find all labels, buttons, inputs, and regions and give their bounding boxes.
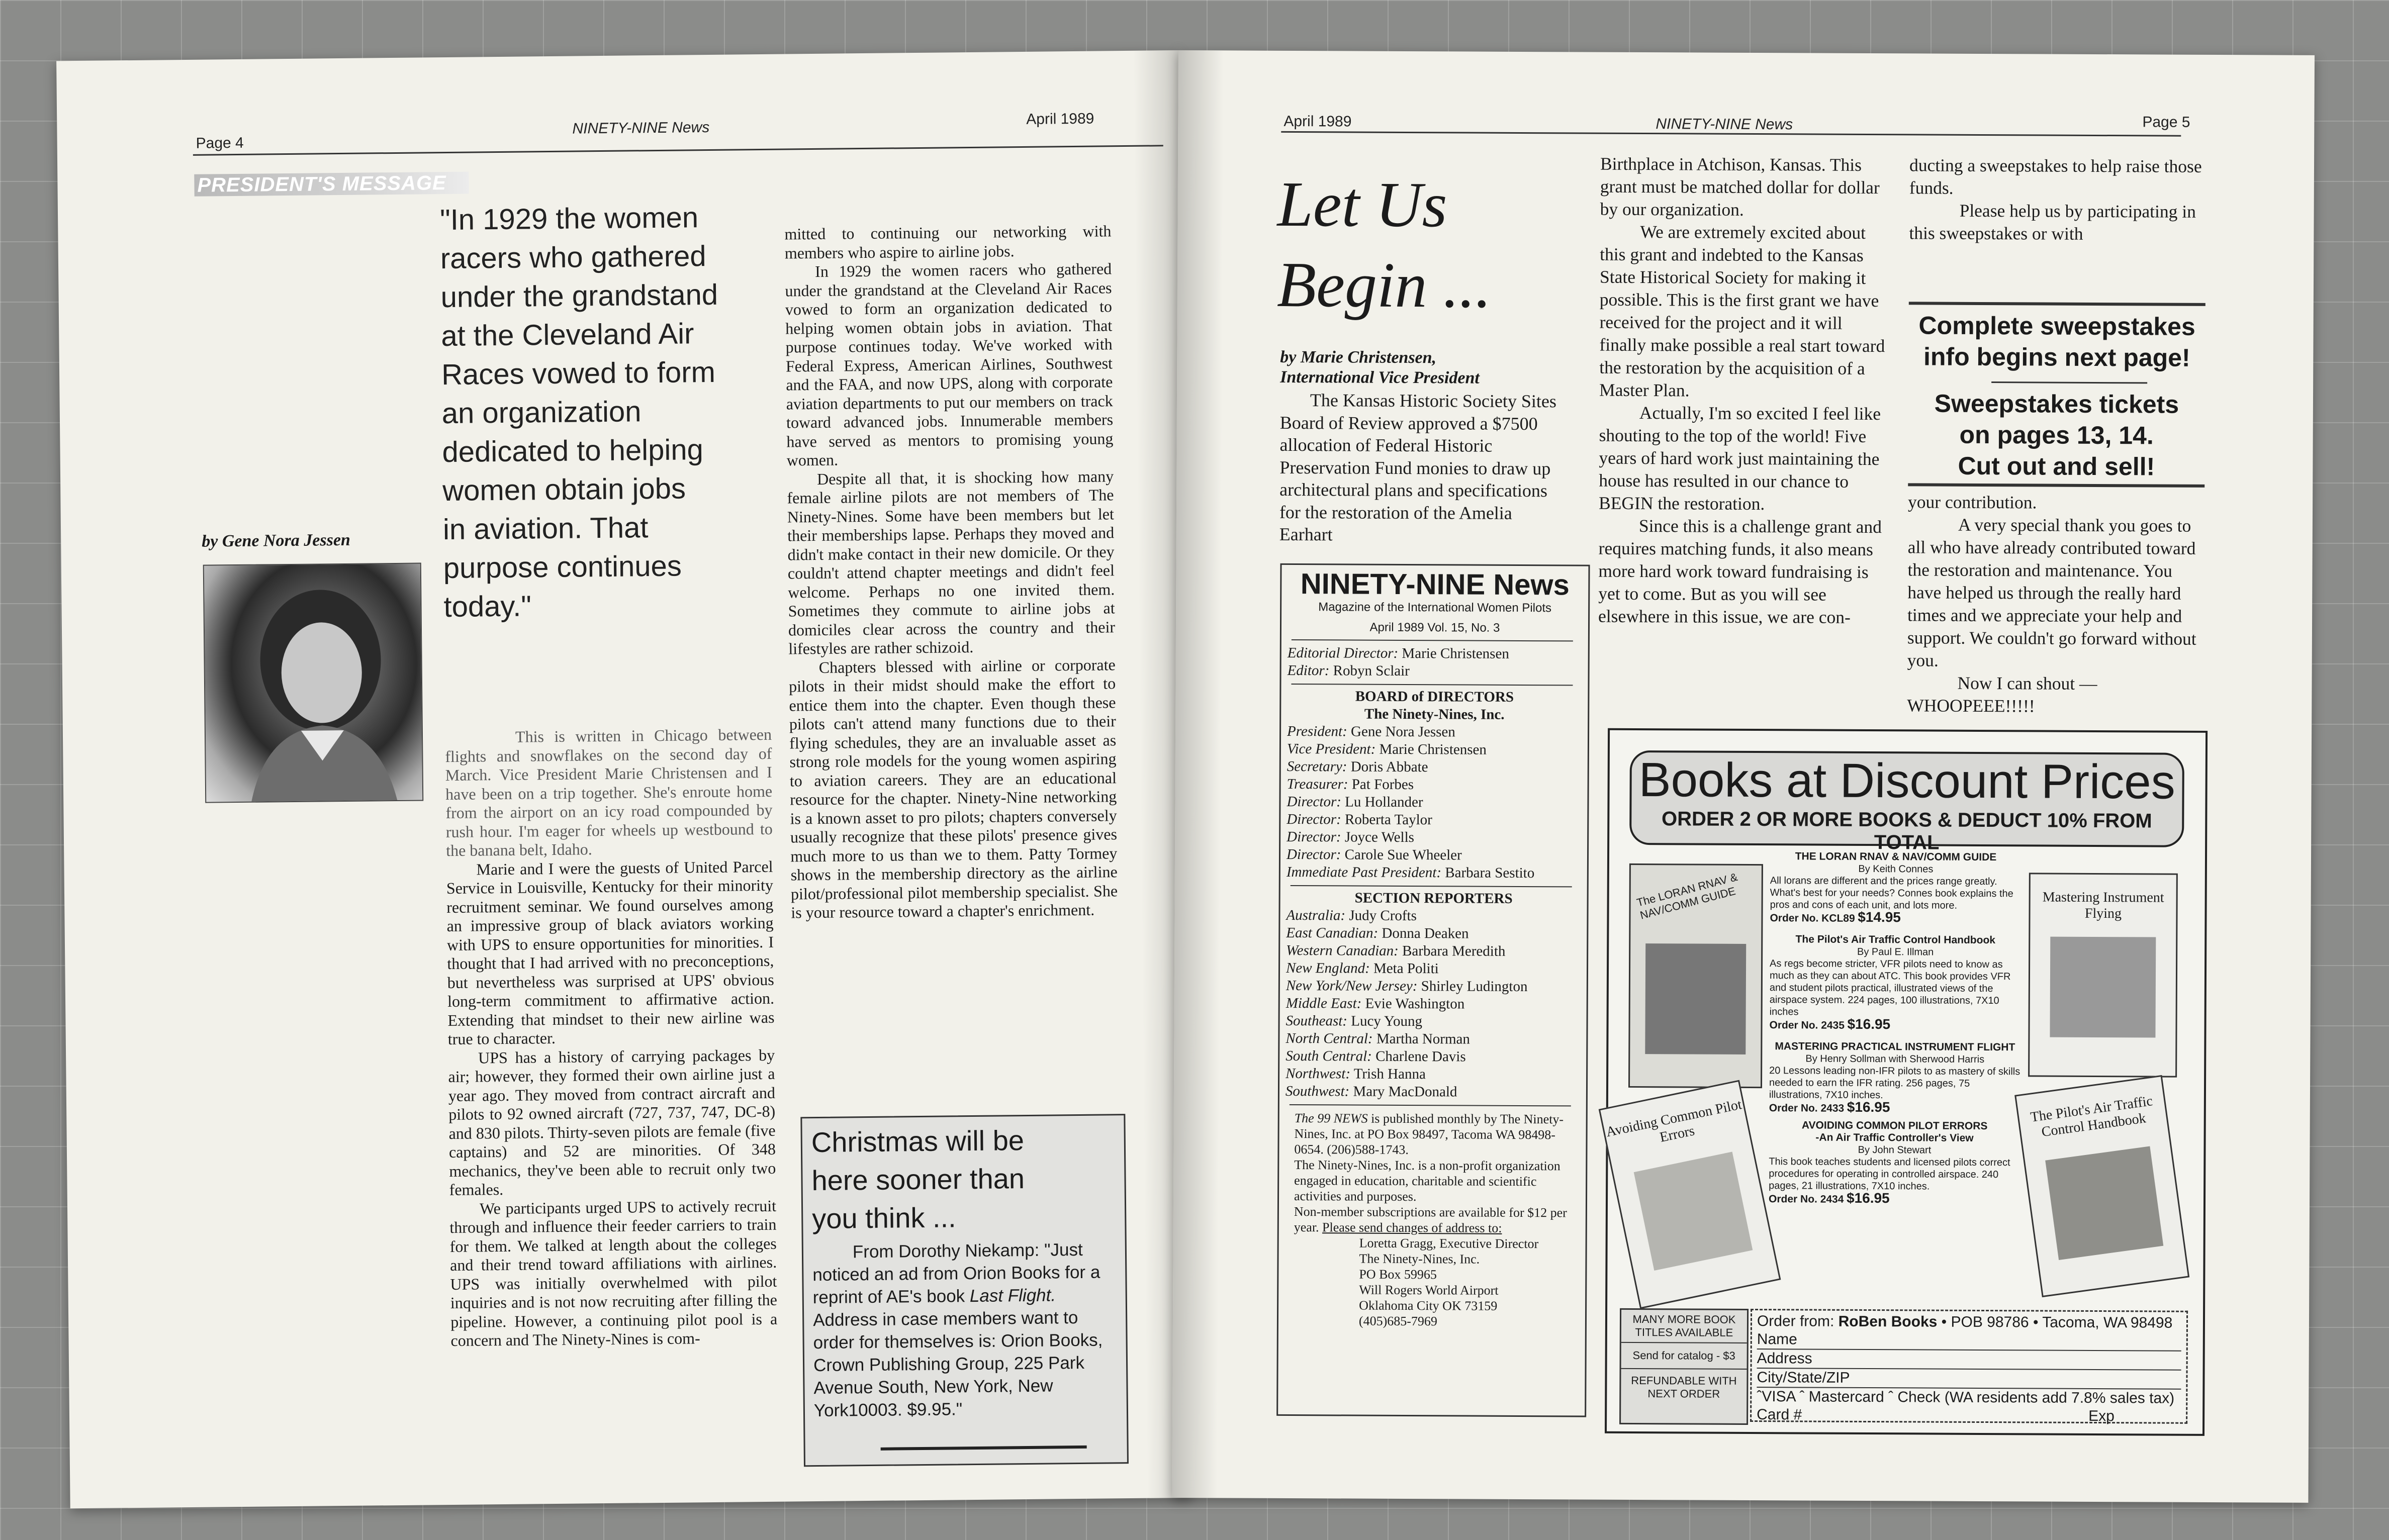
running-header-date: April 1989 <box>1026 110 1094 128</box>
callout-line: on pages 13, 14. <box>1959 420 2154 450</box>
reporter-entry: Northwest: Trish Hanna <box>1285 1065 1426 1083</box>
christmas-box-body <box>803 1235 1127 1422</box>
reporter-entry: Australia: Judy Crofts <box>1286 907 1417 924</box>
board-entry: Director: Lu Hollander <box>1287 793 1423 811</box>
book-cover-title: The LORAN RNAV & NAV/COMM GUIDE <box>1635 870 1739 922</box>
masthead-editors <box>1281 644 1588 681</box>
pub-text: Please send changes of address to: <box>1322 1220 1502 1235</box>
portrait-illustration <box>204 564 422 802</box>
callout-line: Complete sweepstakes <box>1918 311 2195 341</box>
pull-quote-line: under the grandstand <box>440 278 718 314</box>
book-description: All lorans are different and the prices range greatly. What's best for your needs? Connes book explains the pros and cons of each unit, and lots more. <box>1770 875 2013 911</box>
cover-illustration <box>2045 1146 2163 1260</box>
book-description: As regs become stricter, VFR pilots need to know as much as they can about ATC. This book provides VFR and student pilots practical, illustrated views of the airspace system. 224 pages, 100 illustrations, 7X10 inches <box>1769 958 2011 1018</box>
order-number: Order No. KCL89 <box>1770 912 1855 924</box>
board-entry: Director: Roberta Taylor <box>1287 811 1432 828</box>
author-photo <box>203 563 424 803</box>
book-listing <box>1769 850 2022 1206</box>
book-price: $14.95 <box>1858 909 1901 925</box>
article-column-2 <box>1598 153 1892 629</box>
pull-quote <box>440 198 766 626</box>
address-line: PO Box 59965 <box>1359 1267 1437 1282</box>
book-cover-title: Avoiding Common Pilot Errors <box>1604 1097 1743 1145</box>
board-org: The Ninety-Nines, Inc. <box>1364 706 1505 723</box>
byline-line: by Marie Christensen, <box>1280 347 1437 367</box>
book-title: The Pilot's Air Traffic Control Handbook <box>1795 933 1996 946</box>
masthead-rule <box>1290 1104 1571 1106</box>
address-line: The Ninety-Nines, Inc. <box>1359 1251 1480 1267</box>
cover-illustration <box>2050 937 2156 1038</box>
paragraph: Please help us by participating in this sweepstakes or with <box>1909 200 2196 244</box>
pull-quote-line: in aviation. That <box>442 511 649 546</box>
order-from-line: Order from: RoBen Books • POB 98786 • Tacoma, WA 98498 <box>1757 1313 2173 1331</box>
article-column-3-bottom <box>1907 491 2204 718</box>
pull-quote-line: at the Cleveland Air <box>441 317 694 353</box>
reporter-entry: North Central: Martha Norman <box>1285 1030 1470 1047</box>
article-column-1 <box>445 725 778 1351</box>
paragraph: In 1929 the women racers who gathered under the grandstand at the Cleveland Air Races vowed to form an organization dedicated to helping women obtain jobs in aviation. That purpose continues today. We've worked with Federal Express, American Airlines, Southwest and the FAA, and now UPS, along with corporate aviation departments to put our members on track toward advanced jobs. Innumerable members have served as mentors to promising young women. <box>785 259 1114 469</box>
board-heading: BOARD of DIRECTORS <box>1355 688 1514 705</box>
sweepstakes-callout-2 <box>1908 388 2205 483</box>
address-block <box>1294 1235 1578 1329</box>
reporters-heading: SECTION REPORTERS <box>1354 890 1513 907</box>
book-ad <box>1605 728 2208 1436</box>
paragraph: Now I can shout — <box>1957 672 2097 694</box>
ad-header <box>1629 750 2184 854</box>
sweepstakes-callout-1 <box>1908 310 2206 373</box>
pub-text: The Ninety-Nines, Inc. is a non-profit organization engaged in education, charitable and scientific activities and purposes. <box>1294 1158 1560 1204</box>
byline <box>1280 347 1480 389</box>
running-header-date: April 1989 <box>1283 113 1352 130</box>
left-page <box>56 50 1192 1508</box>
person-name: Marie Christensen <box>1398 645 1509 662</box>
order-form <box>1750 1309 2188 1424</box>
paragraph: The Kansas Historic Society Sites Board of Review approved a $7500 allocation of Federal Historic Preservation Fund monies to draw up architectural plans and specifications for the restoration of the Amelia Earhart <box>1279 390 1556 545</box>
pull-quote-line: Races vowed to form <box>441 355 716 392</box>
reporter-entry: Middle East: Evie Washington <box>1285 995 1465 1012</box>
reporter-entry: South Central: Charlene Davis <box>1285 1047 1466 1065</box>
paragraph: A very special thank you goes to all who have already contributed toward the restoration and maintenance. You have helped us through the really hard times and we appreciate your help and support. We couldn't go forward without you. <box>1907 514 2196 670</box>
paragraph: Actually, I'm so excited I feel like shouting to the top of the world! Five years of hard work just maintaining the house has resulted in our chance to BEGIN the restoration. <box>1598 403 1881 514</box>
order-number: Order No. 2433 <box>1769 1102 1845 1114</box>
paragraph: We are extremely excited about this grant and indebted to the Kansas State Historical Society for making it possible. This is the first grant we have received for the project and it will finally make possible a real start toward the restoration by the acquisition of a Master Plan. <box>1599 222 1885 401</box>
address-line: (405)685-7969 <box>1358 1313 1438 1329</box>
address-line: Oklahoma City OK 73159 <box>1359 1298 1498 1313</box>
book-author: By Paul E. Illman <box>1857 946 1934 958</box>
book-author: -An Air Traffic Controller's View <box>1815 1131 1974 1144</box>
paragraph: Despite all that, it is shocking how many female airline pilots are not members of The Ninety-Nines. Some have been members but let their memberships lapse. Perhaps they moved and didn't make contact in their new domicile. Or they couldn't attend chapter meetings and didn't feel welcome. Perhaps no one invited them. Sometimes they commute to airline jobs at domiciles clear across the country and their lifestyles are rather schizoid. <box>787 466 1116 658</box>
book-cover-title: Mastering Instrument Flying <box>2042 889 2164 922</box>
catalog-line: MANY MORE BOOK TITLES AVAILABLE <box>1621 1310 1747 1343</box>
board-entry: Director: Carole Sue Wheeler <box>1286 846 1462 863</box>
reporters-list <box>1279 907 1587 1102</box>
catalog-box <box>1619 1308 1749 1425</box>
book-description: This book teaches students and licensed pilots correct procedures for operating in controlled airspace. 240 pages, 21 illustrations, 7X10 inches. <box>1769 1156 2010 1192</box>
book-title: MASTERING PRACTICAL INSTRUMENT FLIGHT <box>1775 1040 2015 1053</box>
book-description: 20 Lessons leading non-IFR pilots to as mastery of skills needed to earn the IFR rating. 256 pages, 75 illustrations, 7X10 inches. <box>1769 1065 2020 1101</box>
paragraph: We participants urged UPS to actively recruit through and influence their feeder carriers to train for them. We talked at length about the colleges and their trend toward affiliations with airlines. UPS was initially overwhelmed with pilot inquiries and is not now recruiting after filling the pipeline. However, a continuing pilot pool is a concern and The Ninety-Nines is com- <box>449 1196 778 1350</box>
book-price: $16.95 <box>1847 1016 1891 1032</box>
page-number: Page 5 <box>2142 114 2190 131</box>
person-name: Robyn Sclair <box>1329 662 1410 680</box>
running-header-title: NINETY-NINE News <box>572 119 710 137</box>
role-label: Editorial Director: <box>1287 644 1399 661</box>
pull-quote-line: an organization <box>441 395 641 430</box>
publication-info <box>1278 1108 1586 1330</box>
book-author: By Keith Connes <box>1858 863 1934 875</box>
book-price: $16.95 <box>1846 1190 1890 1206</box>
paragraph: your contribution. <box>1908 492 2037 513</box>
pub-name: The 99 NEWS <box>1294 1111 1368 1126</box>
christmas-box <box>800 1114 1129 1467</box>
body-text: From Dorothy Niekamp: "Just noticed an ad from Orion Books for a reprint of AE's book <box>812 1239 1100 1308</box>
pull-quote-line: women obtain jobs <box>442 472 686 508</box>
board-entry: Vice President: Marie Christensen <box>1287 740 1487 758</box>
right-page <box>1172 50 2315 1503</box>
book-author: By John Stewart <box>1858 1144 1932 1156</box>
masthead-box <box>1276 563 1590 1417</box>
byline-line: International Vice President <box>1280 367 1480 388</box>
callout-line: Cut out and sell! <box>1958 451 2155 481</box>
article-column-1 <box>1279 389 1567 547</box>
page-gutter-shadow <box>1172 50 1224 1498</box>
pub-text: is published monthly by The Ninety-Nines, Inc. at PO Box 98497, Tacoma WA 98498-0654. (206)588-1743. <box>1294 1111 1564 1158</box>
ad-title: Books at Discount Prices <box>1638 753 2175 809</box>
masthead-subtitle: Magazine of the International Women Pilots <box>1318 600 1552 615</box>
paragraph: mitted to continuing our networking with members who aspire to airline jobs. <box>784 222 1112 262</box>
catalog-line: Send for catalog - $3 <box>1621 1343 1747 1370</box>
book-title: Last Flight. <box>969 1285 1056 1306</box>
expiry-field[interactable]: Exp <box>2088 1407 2115 1425</box>
card-line <box>1757 1406 2181 1426</box>
title-line: here sooner than <box>811 1163 1025 1197</box>
title-line: Begin ... <box>1276 248 1492 321</box>
reporter-entry: Western Canadian: Barbara Meredith <box>1286 942 1506 959</box>
article-title <box>1277 164 1492 326</box>
byline: by Gene Nora Jessen <box>202 530 351 551</box>
book-author: By Henry Sollman with Sherwood Harris <box>1805 1053 1985 1066</box>
pull-quote-line: purpose continues <box>443 549 682 585</box>
sweepstakes-rule <box>1909 302 2206 306</box>
body-text: Address in case members want to order for themselves is: Orion Books, Crown Publishing Group, 225 Park Avenue South, New York, New York10003. $9.95." <box>813 1308 1103 1421</box>
reporter-entry: New York/New Jersey: Shirley Ludington <box>1285 977 1528 995</box>
christmas-box-title <box>802 1115 1125 1238</box>
book-cover-loran <box>1628 863 1763 1088</box>
title-line: you think ... <box>811 1201 956 1235</box>
reporter-entry: Southwest: Mary MacDonald <box>1285 1083 1457 1100</box>
payment-options[interactable]: ˆVISA ˆ Mastercard ˆ Check (WA residents add 7.8% sales tax) <box>1757 1388 2175 1407</box>
board-entry: President: Gene Nora Jessen <box>1287 723 1455 740</box>
address-field[interactable]: Address <box>1757 1350 2181 1371</box>
board-entry: Immediate Past President: Barbara Sestito <box>1286 863 1535 882</box>
paragraph: This is written in Chicago between flights and snowflakes on the second day of March. Vice President Marie Christensen and I have been on a trip together. She's enroute home from the airport on an icy road compounded by rush hour. I'm eager for wheels up westbound to the banana belt, Idaho. <box>445 725 773 860</box>
article-column-3-top <box>1909 154 2206 246</box>
ad-subtitle: ORDER 2 OR MORE BOOKS & DEDUCT 10% FROM TOTAL <box>1661 808 2152 854</box>
masthead-rule <box>1292 639 1573 641</box>
board-list <box>1280 723 1588 883</box>
sweepstakes-rule <box>1908 483 2204 488</box>
paragraph: UPS has a history of carrying packages by air; however, they formed their own airline just a year ago. They moved from contract aircraft and pilots to 92 owned aircraft (727, 737, 747, DC-8) and 830 pilots. Thirty-seven pilots are female (five captains) and 52 are minorities. Of 348 mechanics, they've been able to recruit only two females. <box>448 1045 776 1199</box>
cover-illustration <box>1634 1151 1753 1271</box>
callout-line: Sweepstakes tickets <box>1934 389 2179 419</box>
section-banner: PRESIDENT'S MESSAGE <box>194 172 469 197</box>
page-number: Page 4 <box>196 134 244 152</box>
running-header-title: NINETY-NINE News <box>1656 116 1793 133</box>
catalog-line: REFUNDABLE WITH NEXT ORDER <box>1631 1374 1737 1400</box>
pull-quote-line: "In 1929 the women <box>439 201 699 237</box>
book-cover-title: The Pilot's Air Traffic Control Handbook <box>2029 1093 2154 1140</box>
book-cover-errors <box>1599 1080 1781 1309</box>
order-number: Order No. 2435 <box>1769 1019 1845 1031</box>
article-column-2 <box>784 222 1118 922</box>
board-entry: Secretary: Doris Abbate <box>1287 758 1428 776</box>
paragraph: WHOOPEEE!!!!! <box>1907 695 2035 716</box>
paragraph: Birthplace in Atchison, Kansas. This grant must be matched dollar for dollar by our organization. <box>1600 153 1880 220</box>
title-line: Let Us <box>1277 168 1447 241</box>
address-line: Loretta Gragg, Executive Director <box>1359 1235 1539 1252</box>
pull-quote-line: today." <box>443 590 532 624</box>
city-state-zip-field[interactable]: City/State/ZIP <box>1757 1369 2181 1390</box>
masthead-issue: April 1989 Vol. 15, No. 3 <box>1369 620 1500 635</box>
pull-quote-line: racers who gathered <box>440 240 706 275</box>
reporter-entry: New England: Meta Politi <box>1285 959 1439 977</box>
pub-text: Non-member subscriptions are available for $12 per year. <box>1294 1204 1567 1235</box>
loran-device-illustration <box>1645 943 1746 1054</box>
book-title: AVOIDING COMMON PILOT ERRORS <box>1801 1119 1988 1132</box>
sweepstakes-rule <box>1991 381 2147 383</box>
masthead-rule <box>1291 885 1572 887</box>
reporter-entry: Southeast: Lucy Young <box>1285 1012 1423 1030</box>
book-title: THE LORAN RNAV & NAV/COMM GUIDE <box>1795 850 1997 863</box>
name-field[interactable]: Name <box>1757 1330 2181 1352</box>
paragraph: Marie and I were the guests of United Parcel Service in Louisville, Kentucky for their minority recruitment seminar. We found ourselves among an impressive group of black aviators working with UPS to ensure opportunities for minorities. I thought that I had arrived with no preconceptions, but nevertheless was surprised at UPS' obvious long-term commitment to affirmative action. Extending that mindset to their new airline was true to character. <box>446 857 775 1048</box>
reporter-entry: East Canadian: Donna Deaken <box>1286 924 1469 942</box>
masthead-name: NINETY-NINE News <box>1300 567 1570 602</box>
paragraph: Since this is a challenge grant and requires matching funds, it also means more hard work toward fundraising is yet to come. But as you will see elsewhere in this issue, we are con- <box>1598 516 1882 627</box>
pull-quote-line: dedicated to helping <box>442 433 704 469</box>
callout-line: info begins next page! <box>1923 342 2190 372</box>
card-number-field[interactable]: Card # <box>1757 1406 1802 1423</box>
masthead-rule <box>1291 684 1573 686</box>
order-number: Order No. 2434 <box>1768 1193 1844 1205</box>
book-cover-instrument <box>2028 873 2178 1077</box>
title-line: Christmas will be <box>811 1124 1025 1159</box>
board-entry: Treasurer: Pat Forbes <box>1287 776 1414 793</box>
book-cover-atc <box>2014 1075 2189 1297</box>
paragraph: Chapters blessed with airline or corporate pilots in their midst should make the effort to entice them into the chapter. Even though these pilots can't attend many functions due to their flying schedules, they are an invaluable asset as strong role models for the young women aspiring to aviation careers. They are an educational resource for the chapter. Ninety-Nine networking is a known asset to pro pilots; chapters conversely usually recognize that these pilots' presence gives much more to us than we to them. Patty Tormey shows in the membership directory as the airline pilot/professional pilot membership specialist. She is your resource toward a chapter's enrichment. <box>788 655 1118 922</box>
address-line: Will Rogers World Airport <box>1359 1282 1499 1298</box>
header-rule <box>193 145 1163 156</box>
board-entry: Director: Joyce Wells <box>1287 828 1415 846</box>
book-price: $16.95 <box>1847 1099 1890 1115</box>
role-label: Editor: <box>1287 662 1330 679</box>
box-rule <box>881 1446 1087 1451</box>
paragraph: ducting a sweepstakes to help raise those funds. <box>1909 155 2202 198</box>
